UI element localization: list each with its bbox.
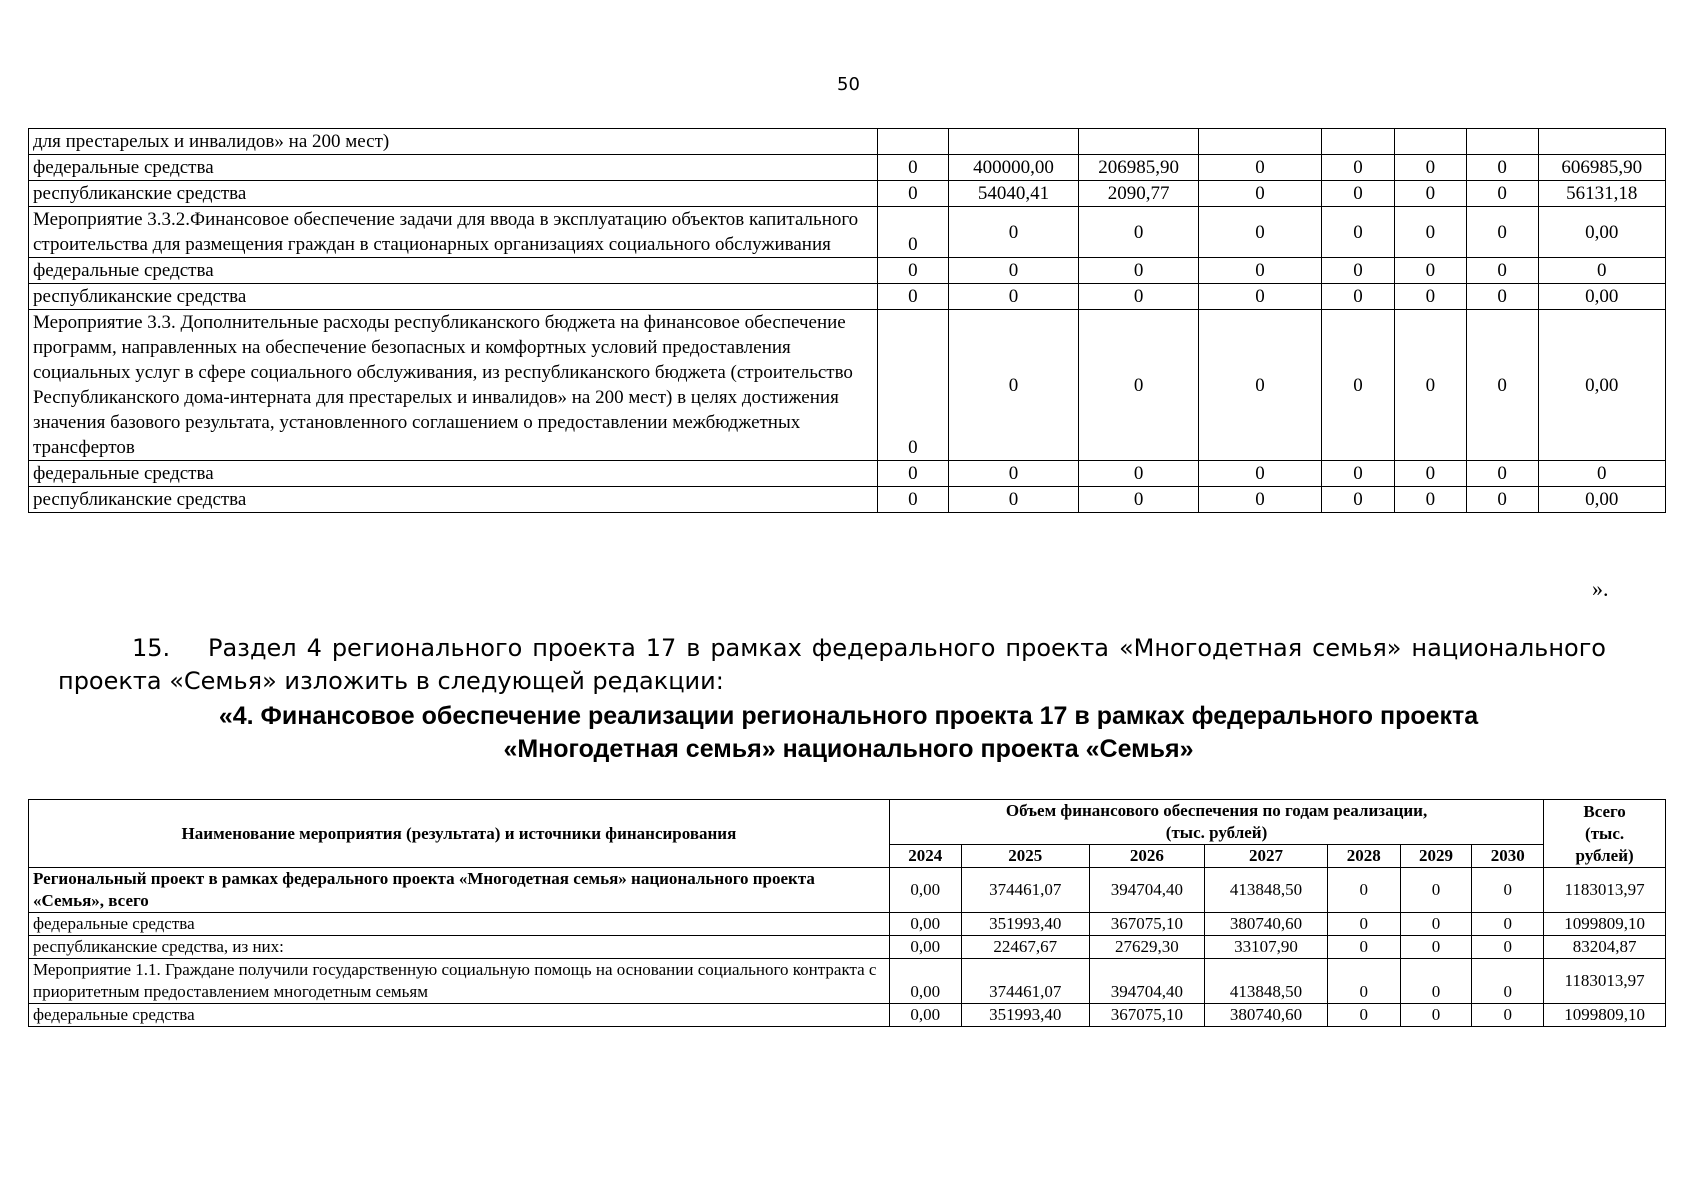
- paragraph-number: 15.: [132, 634, 171, 662]
- section-title-line1: «4. Финансовое обеспечение реализации регионального проекта 17 в рамках федерального проекта: [218, 702, 1479, 730]
- row-value: 0: [1394, 155, 1466, 181]
- row-value: 1183013,97: [1544, 959, 1666, 1004]
- row-value: 0: [1394, 461, 1466, 487]
- row-value: 0,00: [889, 959, 961, 1004]
- row-value: 0: [1538, 258, 1665, 284]
- table-row: [29, 310, 1666, 461]
- table-row: [29, 913, 1666, 936]
- row-value: 0: [1199, 155, 1322, 181]
- table-row: [29, 284, 1666, 310]
- row-value: 0: [1400, 868, 1472, 913]
- row-value: 400000,00: [948, 155, 1079, 181]
- table-row: [29, 461, 1666, 487]
- table-row: [29, 207, 1666, 258]
- row-value: 0,00: [889, 868, 961, 913]
- row-value: 0: [1466, 461, 1538, 487]
- financing-table-continued: [28, 128, 1666, 513]
- row-value: 0: [1199, 487, 1322, 513]
- row-value: 1099809,10: [1544, 1004, 1666, 1027]
- row-name: для престарелых и инвалидов» на 200 мест): [29, 129, 878, 155]
- row-value: 0,00: [1538, 310, 1665, 461]
- row-value: 0: [1394, 310, 1466, 461]
- row-name: Региональный проект в рамках федерального проекта «Многодетная семья» национального проекта «Семья», всего: [29, 868, 890, 913]
- row-value: 0: [1199, 181, 1322, 207]
- header-name: Наименование мероприятия (результата) и источники финансирования: [29, 800, 890, 868]
- row-value: 54040,41: [948, 181, 1079, 207]
- row-value: 0: [1199, 258, 1322, 284]
- header-total-line1: Всего: [1583, 801, 1626, 821]
- row-value: 0: [1199, 461, 1322, 487]
- row-value: 0: [1079, 258, 1199, 284]
- row-value: 0: [1327, 959, 1400, 1004]
- row-value: 0: [1466, 181, 1538, 207]
- row-value: [1394, 129, 1466, 155]
- row-value: 0: [877, 310, 948, 461]
- row-value: 33107,90: [1205, 936, 1328, 959]
- row-value: 0,00: [1538, 207, 1665, 258]
- row-value: 0: [1472, 1004, 1544, 1027]
- row-value: 0: [948, 284, 1079, 310]
- table-row: [29, 1004, 1666, 1027]
- row-name: федеральные средства: [29, 1004, 890, 1027]
- row-value: 56131,18: [1538, 181, 1665, 207]
- row-value: 0: [1199, 310, 1322, 461]
- row-name: Мероприятие 3.3. Дополнительные расходы республиканского бюджета на финансовое обеспечение программ, направленных на обеспечение безопасных и комфортных условий предоставления социальных услуг в сфере социального обслуживания, из республиканского бюджета (строительство Республиканского дома-интерната для престарелых и инвалидов» на 200 мест) в целях достижения значения базового результата, установленного соглашением о предоставлении межбюджетных трансфертов: [29, 310, 878, 461]
- row-value: 0: [1400, 1004, 1472, 1027]
- row-value: 0: [1322, 461, 1395, 487]
- row-value: 0: [948, 258, 1079, 284]
- row-value: 0: [1322, 310, 1395, 461]
- row-value: 0: [948, 207, 1079, 258]
- row-value: 206985,90: [1079, 155, 1199, 181]
- row-value: 0: [1394, 284, 1466, 310]
- amendment-paragraph: [58, 632, 1606, 698]
- header-volume: [889, 800, 1543, 845]
- row-value: 0: [1327, 1004, 1400, 1027]
- table-row: [29, 487, 1666, 513]
- row-value: 367075,10: [1089, 1004, 1204, 1027]
- row-value: 0: [948, 310, 1079, 461]
- row-value: 0: [877, 181, 948, 207]
- row-value: 0: [1322, 284, 1395, 310]
- row-value: 0: [1394, 207, 1466, 258]
- row-value: 0: [1394, 487, 1466, 513]
- row-value: 2090,77: [1079, 181, 1199, 207]
- table-row: [29, 959, 1666, 1004]
- row-name: республиканские средства: [29, 487, 878, 513]
- row-name: федеральные средства: [29, 461, 878, 487]
- header-volume-line1: Объем финансового обеспечения по годам реализации,: [1005, 801, 1428, 820]
- row-value: 0,00: [1538, 487, 1665, 513]
- row-value: [877, 129, 948, 155]
- row-value: 0: [948, 487, 1079, 513]
- row-value: 0: [1472, 959, 1544, 1004]
- header-year: 2029: [1400, 845, 1472, 868]
- row-value: 0: [1327, 913, 1400, 936]
- row-value: 0,00: [889, 1004, 961, 1027]
- row-name: Мероприятие 3.3.2.Финансовое обеспечение задачи для ввода в эксплуатацию объектов капитального строительства для размещения граждан в стационарных организациях социального обслуживания: [29, 207, 878, 258]
- row-name: федеральные средства: [29, 155, 878, 181]
- regional-project-financing-table: [28, 799, 1666, 1027]
- row-value: 0: [1466, 155, 1538, 181]
- row-value: 413848,50: [1205, 868, 1328, 913]
- row-value: 0: [1327, 936, 1400, 959]
- row-name: федеральные средства: [29, 258, 878, 284]
- row-value: 394704,40: [1089, 959, 1204, 1004]
- row-value: 0: [1538, 461, 1665, 487]
- row-value: [948, 129, 1079, 155]
- row-value: 0: [1327, 868, 1400, 913]
- row-value: 0: [1322, 487, 1395, 513]
- row-value: 0: [1466, 207, 1538, 258]
- table-row: [29, 868, 1666, 913]
- row-value: 0: [948, 461, 1079, 487]
- table-row: [29, 181, 1666, 207]
- row-value: 394704,40: [1089, 868, 1204, 913]
- row-value: 0,00: [1538, 284, 1665, 310]
- row-value: 0: [1466, 487, 1538, 513]
- header-year: 2027: [1205, 845, 1328, 868]
- row-value: [1466, 129, 1538, 155]
- row-value: 0: [1322, 207, 1395, 258]
- row-value: 0: [877, 461, 948, 487]
- table-row: [29, 258, 1666, 284]
- header-year: 2025: [961, 845, 1089, 868]
- row-name: республиканские средства, из них:: [29, 936, 890, 959]
- row-value: 374461,07: [961, 868, 1089, 913]
- row-value: 27629,30: [1089, 936, 1204, 959]
- row-value: 0: [877, 258, 948, 284]
- row-value: 1183013,97: [1544, 868, 1666, 913]
- row-value: 0: [1472, 868, 1544, 913]
- row-value: 374461,07: [961, 959, 1089, 1004]
- paragraph-text: Раздел 4 регионального проекта 17 в рамках федерального проекта «Многодетная семья» национального проекта «Семья» изложить в следующей редакции:: [58, 634, 1606, 695]
- row-value: 606985,90: [1538, 155, 1665, 181]
- row-value: 0: [1079, 487, 1199, 513]
- row-value: 0: [1079, 207, 1199, 258]
- row-name: республиканские средства: [29, 181, 878, 207]
- header-year: 2026: [1089, 845, 1204, 868]
- row-value: 1099809,10: [1544, 913, 1666, 936]
- row-value: 0: [1466, 310, 1538, 461]
- row-value: 0: [1199, 284, 1322, 310]
- row-value: 351993,40: [961, 1004, 1089, 1027]
- header-total: [1544, 800, 1666, 868]
- table-row: [29, 155, 1666, 181]
- section-title-line2: «Многодетная семья» национального проекта «Семья»: [503, 735, 1194, 763]
- row-name: Мероприятие 1.1. Граждане получили государственную социальную помощь на основании социального контракта с приоритетным предоставлением многодетным семьям: [29, 959, 890, 1004]
- table-row: [29, 936, 1666, 959]
- row-value: [1199, 129, 1322, 155]
- row-value: 0: [877, 207, 948, 258]
- row-value: 0: [1400, 936, 1472, 959]
- row-value: 22467,67: [961, 936, 1089, 959]
- row-value: 0: [877, 155, 948, 181]
- row-value: [1322, 129, 1395, 155]
- row-value: 0: [1400, 959, 1472, 1004]
- row-value: 0: [1472, 936, 1544, 959]
- row-value: 0: [1394, 181, 1466, 207]
- row-value: 0: [1322, 181, 1395, 207]
- row-value: 0,00: [889, 936, 961, 959]
- header-year: 2024: [889, 845, 961, 868]
- row-value: 351993,40: [961, 913, 1089, 936]
- header-total-line3: рублей): [1575, 845, 1634, 865]
- page-number: 50: [837, 74, 860, 95]
- row-value: [1538, 129, 1665, 155]
- row-value: 0: [1466, 284, 1538, 310]
- row-value: 380740,60: [1205, 913, 1328, 936]
- row-value: 0: [1400, 913, 1472, 936]
- header-total-line2: (тыс.: [1585, 823, 1625, 843]
- row-value: 413848,50: [1205, 959, 1328, 1004]
- row-value: 0: [1079, 310, 1199, 461]
- row-value: 380740,60: [1205, 1004, 1328, 1027]
- row-value: 367075,10: [1089, 913, 1204, 936]
- row-value: 0,00: [889, 913, 961, 936]
- row-value: 0: [877, 487, 948, 513]
- closing-quote: ».: [1592, 576, 1609, 601]
- row-value: 0: [1199, 207, 1322, 258]
- row-value: 0: [1322, 258, 1395, 284]
- row-value: 0: [1079, 284, 1199, 310]
- row-value: 83204,87: [1544, 936, 1666, 959]
- row-value: 0: [1394, 258, 1466, 284]
- table-row: [29, 129, 1666, 155]
- row-value: 0: [1466, 258, 1538, 284]
- row-value: 0: [877, 284, 948, 310]
- row-value: 0: [1079, 461, 1199, 487]
- header-year: 2028: [1327, 845, 1400, 868]
- header-volume-line2: (тыс. рублей): [1165, 823, 1268, 842]
- section-title: [0, 700, 1697, 766]
- header-year: 2030: [1472, 845, 1544, 868]
- row-value: 0: [1472, 913, 1544, 936]
- row-value: 0: [1322, 155, 1395, 181]
- row-name: федеральные средства: [29, 913, 890, 936]
- row-name: республиканские средства: [29, 284, 878, 310]
- row-value: [1079, 129, 1199, 155]
